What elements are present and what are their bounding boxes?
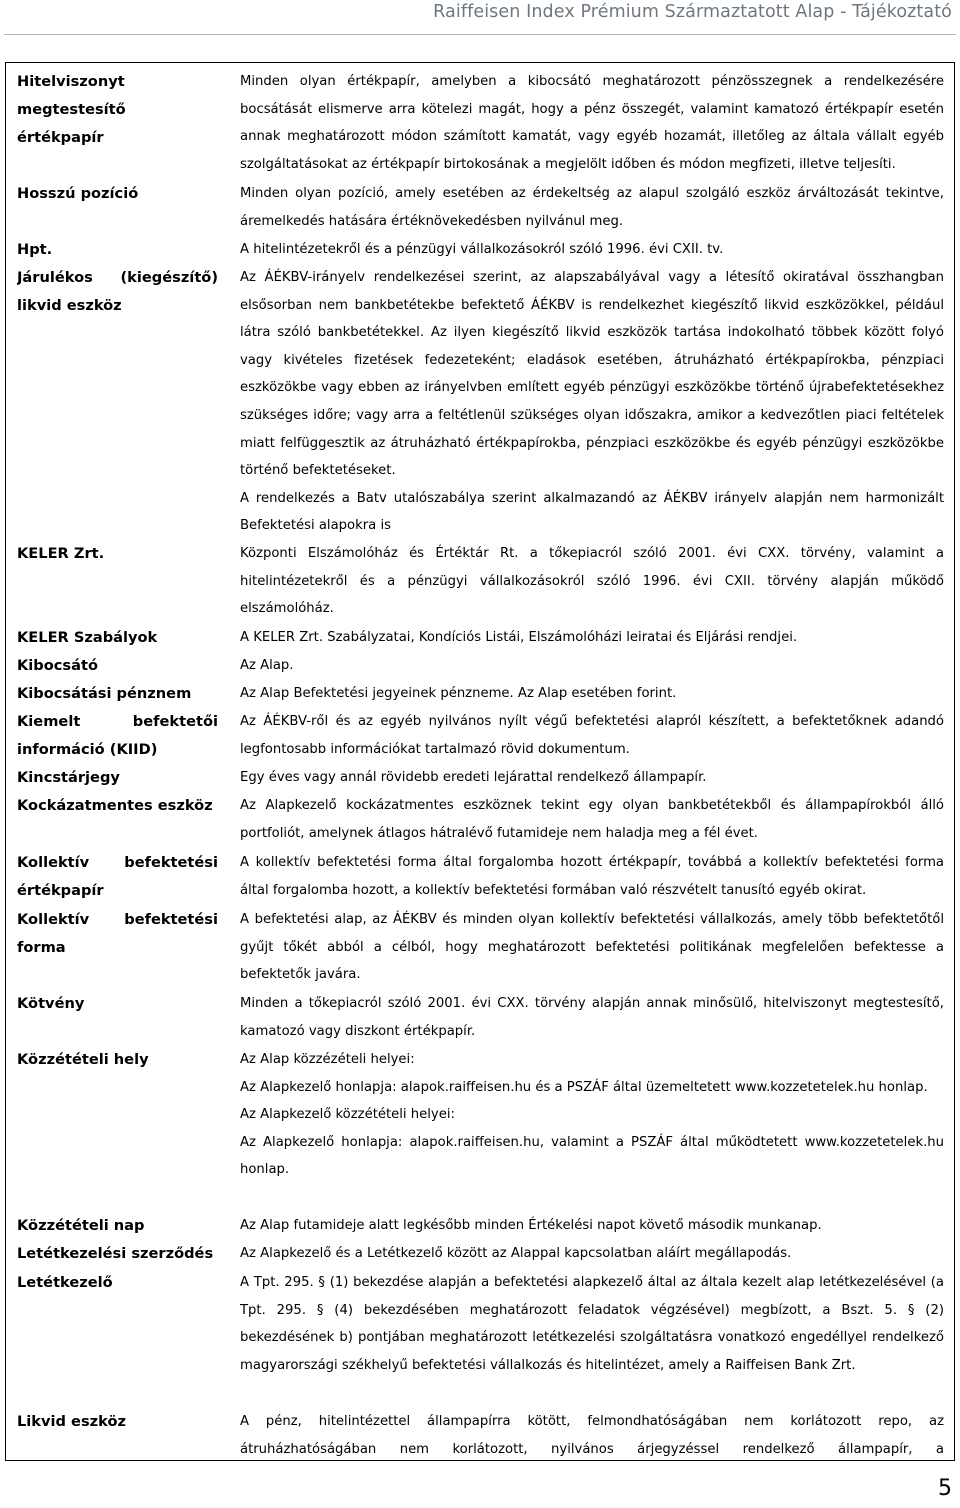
term-kockazatmentes-eszkoz: Kockázatmentes eszköz	[17, 797, 213, 814]
term-kiid	[17, 708, 218, 764]
definition-text: Az ÁÉKBV-ről és az egyéb nyilvános nyílt végű befektetési alapról készített, a befektetőknek adandó legfontosabb információkat tartalmazó rövid dokumentum.	[240, 714, 944, 757]
definition-text: Központi Elszámolóház és Értéktár Rt. a tőkepiacról szóló 2001. évi CXX. törvény, valamint a hitelintézetekről és a pénzügyi vállalkozásokról szóló 1996. évi CXII. törvény alapján működő elszámolóház.	[240, 546, 944, 617]
document-header-title: Raiffeisen Index Prémium Származtatott Alap - Tájékoztató	[433, 2, 952, 22]
definition-text: Az Alap közzézételi helyei:	[240, 1052, 415, 1067]
definition-text: Az Alapkezelő és a Letétkezelő között az Alappal kapcsolatban aláírt megállapodás.	[240, 1246, 792, 1261]
definition-kincstarjegy	[240, 764, 944, 792]
term-letetkezelo: Letétkezelő	[17, 1274, 113, 1291]
definition-text: Az Alap futamideje alatt legkésőbb minden Értékelési napot követő második munkanap.	[240, 1218, 822, 1233]
definition-kozzeteteli-nap	[240, 1212, 944, 1240]
definition-jarulekos	[240, 264, 944, 540]
definition-text: Az Alapkezelő kockázatmentes eszköznek tekint egy olyan bankbetétekből és állampapírokból álló portfoliót, amelynek átlagos hátralévő futamideje nem haladja meg a fél évet.	[240, 798, 944, 841]
definition-text: Az Alap Befektetési jegyeinek pénzneme. Az Alap esetében forint.	[240, 686, 677, 701]
definition-text: A befektetési alap, az ÁÉKBV és minden olyan kollektív befektetési vállalkozás, amely több befektetőtől gyűjt tőkét abból a célból, hogy meghatározott befektetési politikának megfelelően befektesse a befektetők javára.	[240, 912, 944, 983]
definition-hpt	[240, 236, 944, 264]
definition-letetkezelo	[240, 1269, 944, 1379]
term-hosszu-pozicio: Hosszú pozíció	[17, 185, 139, 202]
term-kibocsato: Kibocsátó	[17, 657, 98, 674]
term-kollektiv-befektetesi-forma	[17, 906, 218, 962]
definition-text: A rendelkezés a Batv utalószabálya szerint alkalmazandó az ÁÉKBV irányelv alapján nem harmonizált Befektetési alapokra is	[240, 490, 944, 534]
definition-text: A Tpt. 295. § (1) bekezdése alapján a befektetési alapkezelő által az általa kezelt alap letétkezelésével (a Tpt. 295. § (4) bekezdésében meghatározott feladatok végzésével) megbízott, a Bszt. 5. § (2) bekezdésének b) pontjában meghatározott letétkezelési szolgáltatásra vonatkozó engedéllyel rendelkező magyarországi székhelyű befektetési vállalkozás és hitelintézet, amely a Raiffeisen Bank Zrt.	[240, 1275, 944, 1373]
definition-text: Az Alap.	[240, 658, 294, 673]
term-kincstarjegy: Kincstárjegy	[17, 769, 120, 786]
definition-kollektiv-befektetesi-forma	[240, 906, 944, 989]
definition-text: A hitelintézetekről és a pénzügyi vállalkozásokról szóló 1996. évi CXII. tv.	[240, 242, 724, 257]
term-jarulekos	[17, 264, 218, 320]
definition-kibocsato	[240, 652, 944, 680]
definition-text: Minden a tőkepiacról szóló 2001. évi CXX. törvény alapján annak minősülő, hitelviszonyt megtestesítő, kamatozó vagy diszkont értékpapír.	[240, 996, 944, 1039]
definition-text: A pénz, hitelintézettel állampapírra kötött, felmondhatóságában nem korlátozott repo, az átruházhatóságában nem korlátozott, nyilvános árjegyzéssel rendelkező állampapír, a	[240, 1414, 944, 1457]
definition-kockazatmentes-eszkoz	[240, 792, 944, 847]
definition-text: Egy éves vagy annál rövidebb eredeti lejárattal rendelkező állampapír.	[240, 770, 707, 785]
term-kollektiv-ertekpapir-label: Kollektív befektetési értékpapír	[17, 854, 218, 899]
definition-keler-zrt	[240, 540, 944, 623]
term-keler-szabalyok: KELER Szabályok	[17, 629, 158, 646]
term-kotveny: Kötvény	[17, 995, 85, 1012]
page-number: 5	[938, 1476, 952, 1501]
definition-hosszu-pozicio	[240, 180, 944, 235]
definition-kibocsatasi-penznem	[240, 680, 944, 708]
term-jarulekos-label: Járulékos (kiegészítő) likvid eszköz	[17, 269, 218, 314]
definition-kiid	[240, 708, 944, 763]
definition-text: A KELER Zrt. Szabályzatai, Kondíciós Listái, Elszámolóházi leiratai és Eljárási rendjei.	[240, 630, 798, 645]
definition-text: Az ÁÉKBV-irányelv rendelkezései szerint, az alapszabályával vagy a létesítő okiratával összhangban elsősorban nem bankbetétekbe befektető ÁÉKBV is rendelkezhet kiegészítő likvid eszközökkel, például látra szóló bankbetétekkel. Az ilyen kiegészítő likvid eszközök tartása indokolható többek között folyó vagy kivételes fizetések fedezeteként; eladások esetében, átruházható értékpapírokba, pénzpiaci eszközökbe vagy ebben az irányelvben említett egyéb pénzügyi eszközökbe történő újrabefektetésekhez szükséges időre; vagy arra a feltétlenül szükséges olyan időszakra, amikor a kedvezőtlen piaci feltételek miatt felfüggesztik az átruházható értékpapírokba, pénzpiaci eszközökbe és egyéb pénzügyi eszközökbe történő befektetéseket.	[240, 270, 944, 479]
term-hitelviszonyt-label	[17, 68, 218, 152]
definition-kozzeteteli-hely	[240, 1046, 944, 1184]
header-divider	[4, 34, 956, 35]
term-kiid-label: Kiemelt befektetői információ (KIID)	[17, 713, 218, 758]
term-keler-zrt: KELER Zrt.	[17, 545, 105, 562]
term-kozzeteteli-hely: Közzétételi hely	[17, 1051, 149, 1068]
term-hpt: Hpt.	[17, 241, 53, 258]
definition-keler-szabalyok	[240, 624, 944, 652]
term-letetkezelesi-szerzodes: Letétkezelési szerződés	[17, 1245, 214, 1262]
term-kozzeteteli-nap: Közzétételi nap	[17, 1217, 145, 1234]
definition-letetkezelesi-szerzodes	[240, 1240, 944, 1268]
definition-text: Minden olyan értékpapír, amelyben a kibocsátó meghatározott pénzösszegnek a rendelkezésére bocsátását elismerve arra kötelezi magát, hogy a pénz összegét, valamint kamatozó értékpapír esetén annak meghatározott módon számított kamatát, vagy egyéb hozamát, illetőleg az általa vállalt egyéb szolgáltatásokat az értékpapír birtokosának a megjelölt időben és módon megfizeti, illetve teljesíti.	[240, 74, 944, 172]
term-kollektiv-befektetesi-ertekpapir	[17, 849, 218, 905]
term-hitelviszonyt: Hitelviszonyt megtestesítő értékpapír	[17, 73, 126, 146]
definition-kollektiv-befektetesi-ertekpapir	[240, 849, 944, 904]
definition-text: Az Alapkezelő közzétételi helyei:	[240, 1107, 455, 1123]
term-kollektiv-forma-label: Kollektív befektetési forma	[17, 911, 218, 956]
term-kibocsatasi-penznem: Kibocsátási pénznem	[17, 685, 192, 702]
definition-text: Az Alapkezelő honlapja: alapok.raiffeisen.hu és a PSZÁF által üzemeltetett www.kozzetetelek.hu honlap.	[240, 1079, 928, 1095]
definition-hitelviszonyt	[240, 68, 944, 178]
definition-text: A kollektív befektetési forma által forgalomba hozott értékpapír, továbbá a kollektív befektetési forma által forgalomba hozott, a kollektív befektetési formában való részvételt tanusító egyéb okirat.	[240, 855, 944, 898]
definition-text: Minden olyan pozíció, amely esetében az érdekeltség az alapul szolgáló eszköz árváltozását tekintve, áremelkedés hatására értéknövekedésben nyilvánul meg.	[240, 186, 944, 229]
definition-likvid-eszkoz	[240, 1408, 944, 1460]
definition-kotveny	[240, 990, 944, 1045]
term-likvid-eszkoz: Likvid eszköz	[17, 1413, 126, 1430]
definition-text: Az Alapkezelő honlapja: alapok.raiffeisen.hu, valamint a PSZÁF által működtetett www.kozzetetelek.hu honlap.	[240, 1134, 944, 1178]
